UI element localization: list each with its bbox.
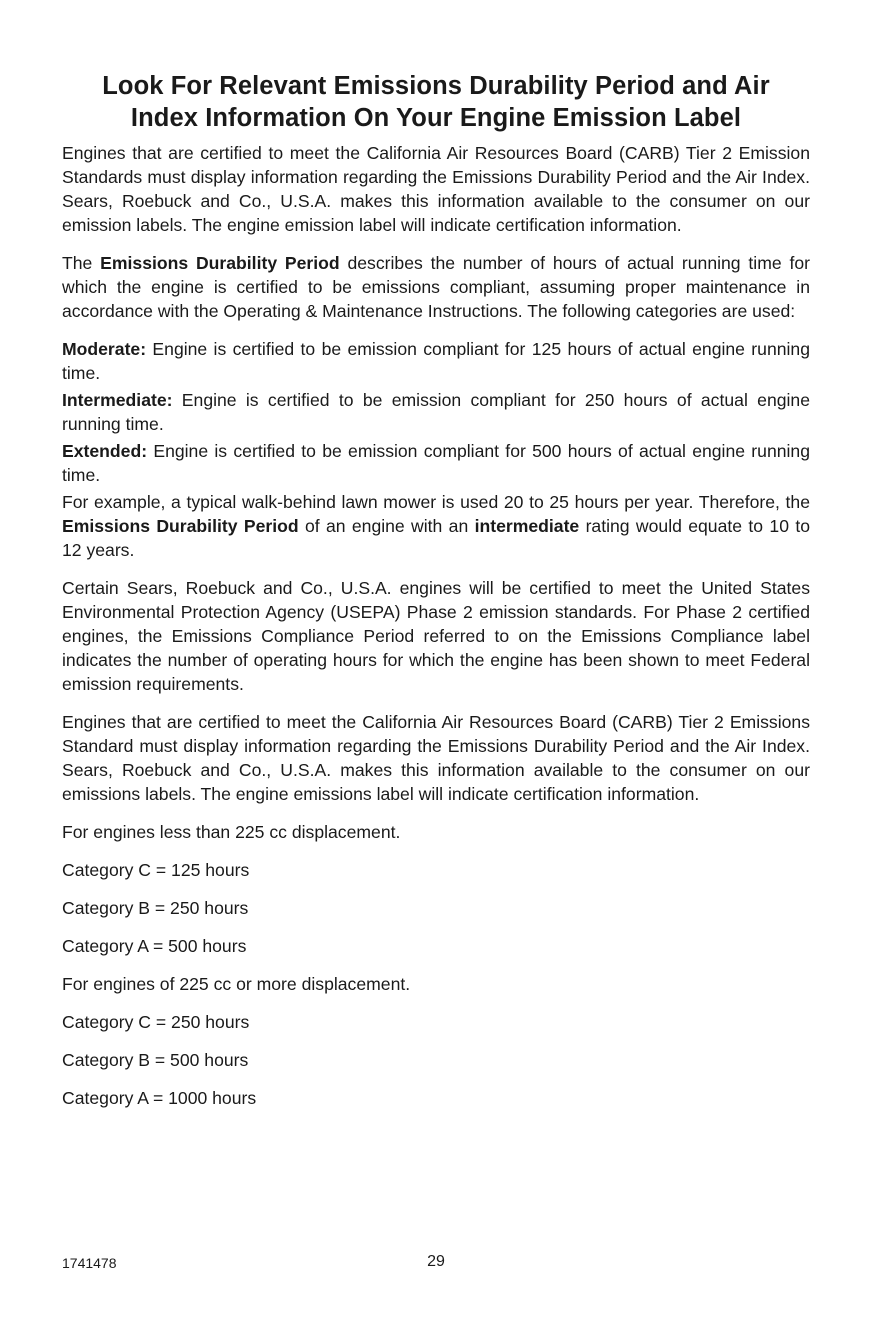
example-bold-term: Emissions Durability Period	[62, 516, 299, 536]
example-text-mid: of an engine with an	[298, 516, 475, 536]
usepa-paragraph: Certain Sears, Roebuck and Co., U.S.A. engines will be certified to meet the United States Environmental Protection Agency (USEPA) Phase 2 emission standards. For Phase 2 certified engines, the Emissions Compliance Period referred to on the Emissions Compliance label indicates the number of operating hours for which the engine has been shown to meet Federal emission requirements.	[62, 578, 810, 694]
example-bold-intermediate: intermediate	[474, 516, 580, 536]
moderate-label: Moderate:	[62, 339, 147, 359]
page-number: 29	[427, 1253, 445, 1270]
extended-paragraph	[62, 439, 810, 487]
extended-label: Extended:	[62, 441, 148, 461]
small-engine-category-c: Category C = 125 hours	[62, 860, 250, 880]
intermediate-paragraph	[62, 388, 810, 436]
intermediate-label: Intermediate:	[62, 390, 173, 410]
large-engines-heading: For engines of 225 cc or more displacement.	[62, 974, 411, 994]
small-engine-category-a: Category A = 500 hours	[62, 936, 247, 956]
title-line-1: Look For Relevant Emissions Durability Period and Air	[102, 72, 770, 100]
title-line-2: Index Information On Your Engine Emission Label	[130, 104, 742, 132]
carb-tier2-paragraph: Engines that are certified to meet the California Air Resources Board (CARB) Tier 2 Emissions Standard must display information regarding the Emissions Durability Period and the Air Index. Sears, Roebuck and Co., U.S.A. makes this information available to the consumer on our emissions labels. The engine emissions label will indicate certification information.	[62, 712, 810, 804]
small-engines-heading: For engines less than 225 cc displacement.	[62, 822, 401, 842]
document-number: 1741478	[62, 1255, 117, 1271]
durability-period-paragraph	[62, 251, 810, 323]
example-paragraph	[62, 490, 810, 562]
intro-paragraph: Engines that are certified to meet the California Air Resources Board (CARB) Tier 2 Emission Standards must display information regarding the Emissions Durability Period and the Air Index. Sears, Roebuck and Co., U.S.A. makes this information available to the consumer on our emission labels. The engine emission label will indicate certification information.	[62, 143, 810, 235]
durability-text-post: describes the number of hours of actual running time for which the engine is certified to be emissions compliant, assuming proper maintenance in accordance with the Operating & Maintenance Instructions. The following categories are used:	[62, 253, 810, 321]
example-text-post: rating would equate to 10 to 12 years.	[62, 516, 810, 560]
page-title	[62, 70, 810, 134]
moderate-text: Engine is certified to be emission compliant for 125 hours of actual engine running time.	[62, 339, 810, 383]
moderate-paragraph	[62, 337, 810, 385]
extended-text: Engine is certified to be emission compliant for 500 hours of actual engine running time.	[62, 441, 810, 485]
durability-term: Emissions Durability Period	[100, 253, 340, 273]
small-engine-category-b: Category B = 250 hours	[62, 898, 249, 918]
page-footer	[62, 1255, 810, 1275]
large-engine-category-b: Category B = 500 hours	[62, 1050, 249, 1070]
large-engine-category-a: Category A = 1000 hours	[62, 1088, 257, 1108]
intermediate-text: Engine is certified to be emission compliant for 250 hours of actual engine running time.	[62, 390, 810, 434]
large-engine-category-c: Category C = 250 hours	[62, 1012, 250, 1032]
durability-text-pre: The	[62, 253, 101, 273]
example-text-pre: For example, a typical walk-behind lawn mower is used 20 to 25 hours per year. Therefore, the	[62, 492, 810, 512]
document-page	[62, 70, 810, 1110]
